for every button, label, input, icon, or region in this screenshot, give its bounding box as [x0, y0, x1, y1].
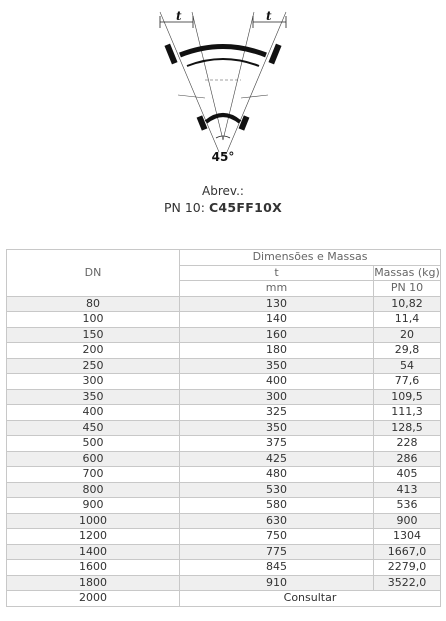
table-row	[7, 374, 441, 390]
table-row	[7, 467, 441, 483]
table-row	[7, 498, 441, 514]
cell-t: 750	[180, 529, 374, 545]
elbow-diagram	[0, 0, 446, 175]
cell-mass: 109,5	[374, 389, 441, 405]
table-row	[7, 591, 441, 607]
cell-mass: 286	[374, 451, 441, 467]
cell-t: 910	[180, 575, 374, 591]
cell-mass: 128,5	[374, 420, 441, 436]
dimension-t-left: t	[176, 9, 182, 23]
cell-t: 300	[180, 389, 374, 405]
cell-dn: 2000	[7, 591, 180, 607]
header-mass-pn: PN 10	[374, 281, 441, 297]
cell-t: 375	[180, 436, 374, 452]
cell-dn: 1200	[7, 529, 180, 545]
table-row	[7, 436, 441, 452]
table-row	[7, 343, 441, 359]
cell-mass: 405	[374, 467, 441, 483]
cell-mass: 228	[374, 436, 441, 452]
cell-dn: 100	[7, 312, 180, 328]
table-row	[7, 560, 441, 576]
cell-dn: 300	[7, 374, 180, 390]
cell-dn: 450	[7, 420, 180, 436]
table-row	[7, 296, 441, 312]
cell-t: 580	[180, 498, 374, 514]
cell-mass: 413	[374, 482, 441, 498]
header-t-unit: mm	[180, 281, 374, 297]
cell-t: 140	[180, 312, 374, 328]
header-dn: DN	[7, 250, 180, 297]
cell-t: 530	[180, 482, 374, 498]
abbreviation-label: Abrev.:	[202, 184, 244, 198]
cell-dn: 400	[7, 405, 180, 421]
cell-mass: 536	[374, 498, 441, 514]
cell-mass: 29,8	[374, 343, 441, 359]
cell-mass: 1667,0	[374, 544, 441, 560]
table-row	[7, 327, 441, 343]
abbreviation-prefix: PN 10:	[163, 200, 205, 215]
cell-consult: Consultar	[180, 591, 441, 607]
table-row	[7, 529, 441, 545]
cell-t: 630	[180, 513, 374, 529]
table-row	[7, 544, 441, 560]
abbreviation-code: C45FF10X	[208, 200, 283, 215]
cell-dn: 150	[7, 327, 180, 343]
cell-t: 350	[180, 358, 374, 374]
cell-mass: 1304	[374, 529, 441, 545]
header-group: Dimensões e Massas	[180, 250, 441, 266]
cell-t: 775	[180, 544, 374, 560]
cell-dn: 1800	[7, 575, 180, 591]
cell-dn: 900	[7, 498, 180, 514]
table-row	[7, 451, 441, 467]
table-row	[7, 420, 441, 436]
cell-dn: 1400	[7, 544, 180, 560]
cell-mass: 20	[374, 327, 441, 343]
cell-mass: 2279,0	[374, 560, 441, 576]
header-t: t	[180, 265, 374, 281]
cell-mass: 54	[374, 358, 441, 374]
table-row	[7, 575, 441, 591]
cell-dn: 250	[7, 358, 180, 374]
cell-mass: 900	[374, 513, 441, 529]
cell-mass: 3522,0	[374, 575, 441, 591]
cell-dn: 350	[7, 389, 180, 405]
cell-mass: 111,3	[374, 405, 441, 421]
cell-mass: 11,4	[374, 312, 441, 328]
cell-dn: 1600	[7, 560, 180, 576]
cell-dn: 600	[7, 451, 180, 467]
table-row	[7, 405, 441, 421]
table-row	[7, 482, 441, 498]
cell-dn: 1000	[7, 513, 180, 529]
dimensions-table	[6, 249, 441, 607]
cell-t: 325	[180, 405, 374, 421]
cell-t: 480	[180, 467, 374, 483]
angle-label: 45°	[211, 150, 235, 164]
abbreviation-code-line	[0, 200, 446, 215]
table-row	[7, 513, 441, 529]
cell-t: 400	[180, 374, 374, 390]
cell-mass: 77,6	[374, 374, 441, 390]
table-row	[7, 358, 441, 374]
table-row	[7, 312, 441, 328]
cell-t: 425	[180, 451, 374, 467]
cell-dn: 500	[7, 436, 180, 452]
cell-dn: 800	[7, 482, 180, 498]
cell-dn: 80	[7, 296, 180, 312]
cell-dn: 700	[7, 467, 180, 483]
cell-t: 350	[180, 420, 374, 436]
table-row	[7, 389, 441, 405]
cell-dn: 200	[7, 343, 180, 359]
cell-mass: 10,82	[374, 296, 441, 312]
header-mass: Massas (kg)	[374, 265, 440, 279]
cell-t: 160	[180, 327, 374, 343]
cell-t: 845	[180, 560, 374, 576]
table-body	[7, 296, 441, 606]
cell-t: 130	[180, 296, 374, 312]
dimension-t-right: t	[266, 9, 272, 23]
cell-t: 180	[180, 343, 374, 359]
